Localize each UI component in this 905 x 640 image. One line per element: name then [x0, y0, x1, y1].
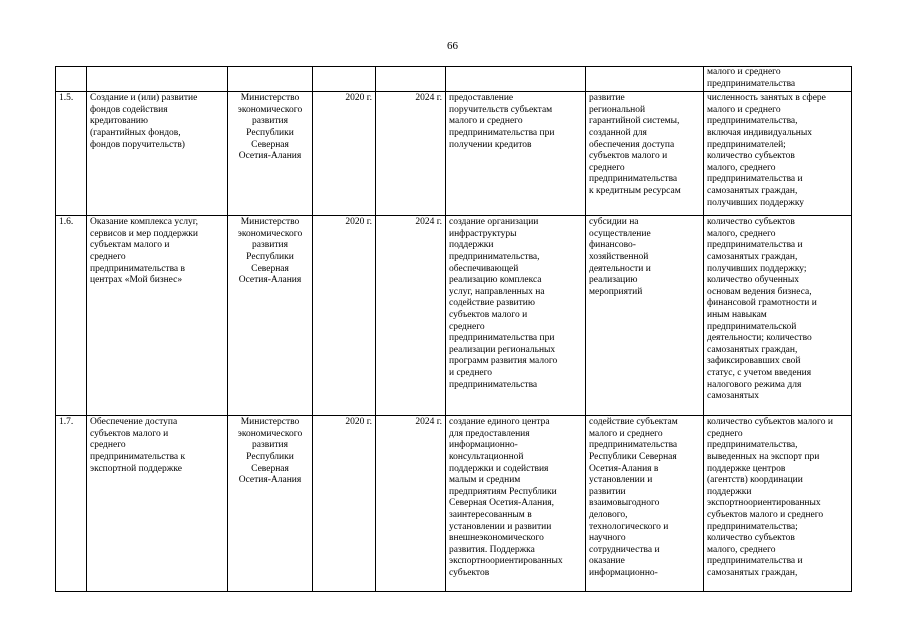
measures-table [55, 66, 852, 592]
content-text: создание единого центра для предоставления информационно- консультационной поддержки и содействия малым и средним предприятиям Республики Северная Осетия-Алания, заинтересованным в установлении и развитии внешнеэкономического развития. Поддержка экспортноориентированных субъектов [449, 417, 563, 578]
result-text: развитие региональной гарантийной системы, созданной для обеспечения доступа субъектов малого и среднего предпринимательства к кредитным ресурсам [589, 93, 681, 196]
end-year-cell [376, 67, 446, 92]
executor-cell [228, 67, 313, 92]
table-row [56, 416, 852, 592]
row-number: 1.7. [56, 416, 87, 592]
end-year: 2024 г. [376, 92, 446, 216]
result-cell [586, 67, 704, 92]
event-text: Обеспечение доступа субъектов малого и среднего предпринимательства к экспортной поддержке [90, 417, 186, 474]
table-row [56, 92, 852, 216]
event-text: Создание и (или) развитие фондов содействия кредитованию (гарантийных фондов, фондов поручительств) [90, 93, 198, 150]
executor-cell [228, 416, 313, 592]
end-year: 2024 г. [376, 216, 446, 416]
executor-text: Министерство экономического развития Республики Северная Осетия-Алания [237, 217, 303, 286]
executor-text: Министерство экономического развития Республики Северная Осетия-Алания [237, 93, 303, 162]
result-text: субсидии на осуществление финансово- хозяйственной деятельности и реализацию мероприятий [589, 217, 651, 297]
event-text: Оказание комплекса услуг, сервисов и мер поддержки субъектам малого и среднего предпринимательства в центрах «Мой бизнес» [90, 217, 198, 286]
end-year: 2024 г. [376, 416, 446, 592]
indicators-text: малого и среднего предпринимательства [707, 67, 796, 89]
indicators-cell [704, 216, 852, 416]
content-cell [446, 67, 586, 92]
event-cell [87, 67, 228, 92]
executor-cell [228, 216, 313, 416]
event-cell [87, 416, 228, 592]
indicators-text: количество субъектов малого и среднего предпринимательства, выведенных на экспорт при поддержке центров (агентств) координации поддержки экспортноориентированных субъектов малого и среднего предпринимательства; количество субъектов малого, среднего предпринимательства и самозанятых граждан, [707, 417, 833, 578]
result-cell [586, 216, 704, 416]
start-year-cell [313, 67, 376, 92]
event-cell [87, 216, 228, 416]
indicators-cell [704, 92, 852, 216]
indicators-cell [704, 67, 852, 92]
row-number: 1.5. [56, 92, 87, 216]
table-row-continuation [56, 67, 852, 92]
result-cell [586, 416, 704, 592]
indicators-text: численность занятых в сфере малого и среднего предпринимательства, включая индивидуальных предпринимателей; количество субъектов малого, среднего предпринимательства и самозанятых граждан, получивших поддержку [707, 93, 826, 208]
content-cell [446, 216, 586, 416]
executor-text: Министерство экономического развития Республики Северная Осетия-Алания [237, 417, 303, 486]
executor-cell [228, 92, 313, 216]
indicators-text: количество субъектов малого, среднего предпринимательства и самозанятых граждан, получивших поддержку; количество обученных основам ведения бизнеса, финансовой грамотности и иным навыкам предпринимательской деятельности; количество самозанятых граждан, зафиксировавших свой статус, с учетом введения налогового режима для самозанятых [707, 217, 817, 402]
start-year: 2020 г. [313, 92, 376, 216]
num-cell [56, 67, 87, 92]
start-year: 2020 г. [313, 416, 376, 592]
event-cell [87, 92, 228, 216]
row-number: 1.6. [56, 216, 87, 416]
start-year: 2020 г. [313, 216, 376, 416]
table-row [56, 216, 852, 416]
content-text: предоставление поручительств субъектам малого и среднего предпринимательства при получении кредитов [449, 93, 555, 150]
result-cell [586, 92, 704, 216]
content-cell [446, 416, 586, 592]
indicators-cell [704, 416, 852, 592]
content-text: создание организации инфраструктуры поддержки предпринимательства, обеспечивающей реализацию комплекса услуг, направленных на содействие развитию субъектов малого и среднего предпринимательства при реализации региональных программ развития малого и среднего предпринимательства [449, 217, 558, 390]
page-number: 66 [447, 40, 458, 52]
content-cell [446, 92, 586, 216]
result-text: содействие субъектам малого и среднего предпринимательства Республики Северная Осетия-Алания в установлении и развитии взаимовыгодного делового, технологического и научного сотрудничества и оказание информационно- [589, 417, 678, 578]
